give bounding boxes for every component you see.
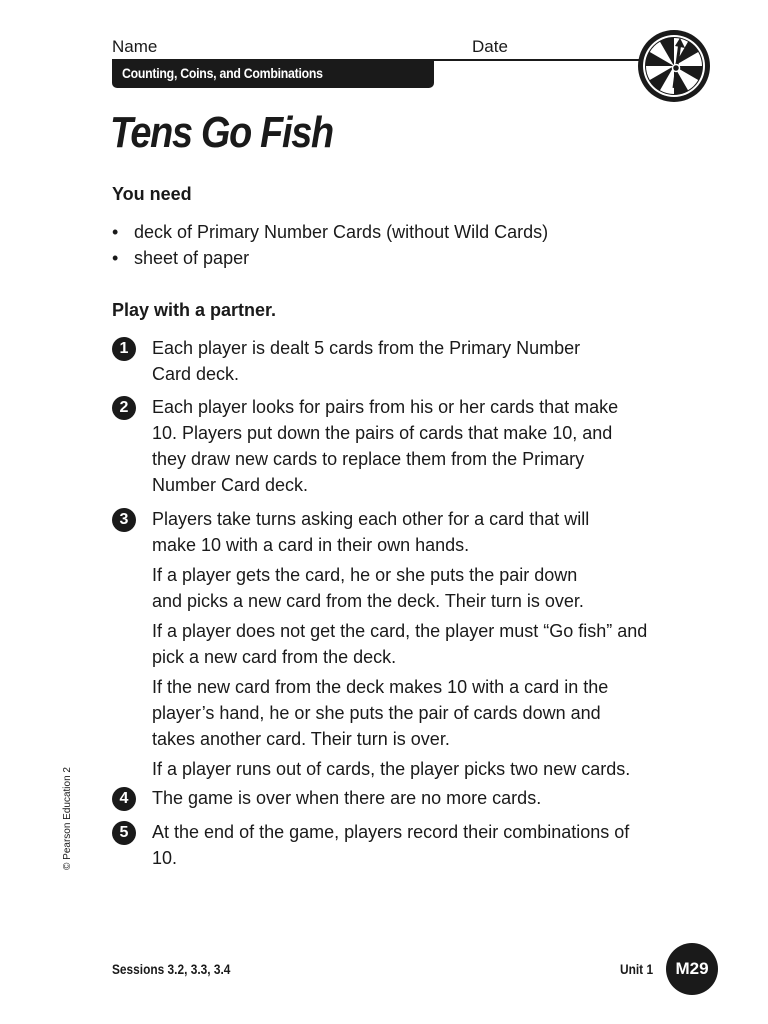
step-text: If a player gets the card, he or she puts the pair down and picks a new card from the deck. Their turn is over. (152, 565, 584, 611)
step-number-badge: 5 (112, 821, 136, 845)
copyright-notice: © Pearson Education 2 (62, 767, 73, 870)
name-label: Name (112, 37, 158, 56)
step-number-badge: 1 (112, 337, 136, 361)
instructions-heading: Play with a partner. (112, 300, 277, 320)
page-title: Tens Go Fish (110, 108, 333, 157)
materials-heading: You need (112, 184, 192, 204)
bullet-icon: • (112, 248, 119, 268)
spinner-icon (636, 28, 712, 104)
unit-banner (112, 61, 434, 88)
step-number-badge: 2 (112, 396, 136, 420)
materials-item (112, 219, 548, 245)
step-text: Each player looks for pairs from his or her cards that make 10. Players put down the pairs of cards that make 10, and they draw new cards to replace them from the Primary Number Card deck. (152, 397, 619, 495)
unit-banner-text: Counting, Coins, and Combinations (122, 65, 323, 81)
materials-item (112, 245, 249, 271)
materials-item-text: sheet of paper (134, 248, 250, 268)
step-text: Players take turns asking each other for a card that will make 10 with a card in their own hands. (152, 509, 590, 555)
step-number-badge: 4 (112, 787, 136, 811)
page-number-badge: M29 (666, 943, 718, 995)
step-number-badge: 3 (112, 508, 136, 532)
step-text: If the new card from the deck makes 10 with a card in the player’s hand, he or she puts the pair of cards down and takes another card. Their turn is over. (152, 677, 609, 749)
step-text: The game is over when there are no more cards. (152, 788, 542, 808)
step-text: If a player runs out of cards, the player picks two new cards. (152, 759, 631, 779)
step-text: At the end of the game, players record their combinations of 10. (152, 822, 630, 868)
step-text: Each player is dealt 5 cards from the Primary Number Card deck. (152, 338, 581, 384)
sessions-reference: Sessions 3.2, 3.3, 3.4 (112, 961, 231, 977)
bullet-icon: • (112, 222, 119, 242)
materials-item-text: deck of Primary Number Cards (without Wild Cards) (134, 222, 549, 242)
step-text: If a player does not get the card, the player must “Go fish” and pick a new card from the deck. (152, 621, 648, 667)
date-label: Date (472, 37, 508, 56)
unit-label: Unit 1 (620, 961, 654, 977)
